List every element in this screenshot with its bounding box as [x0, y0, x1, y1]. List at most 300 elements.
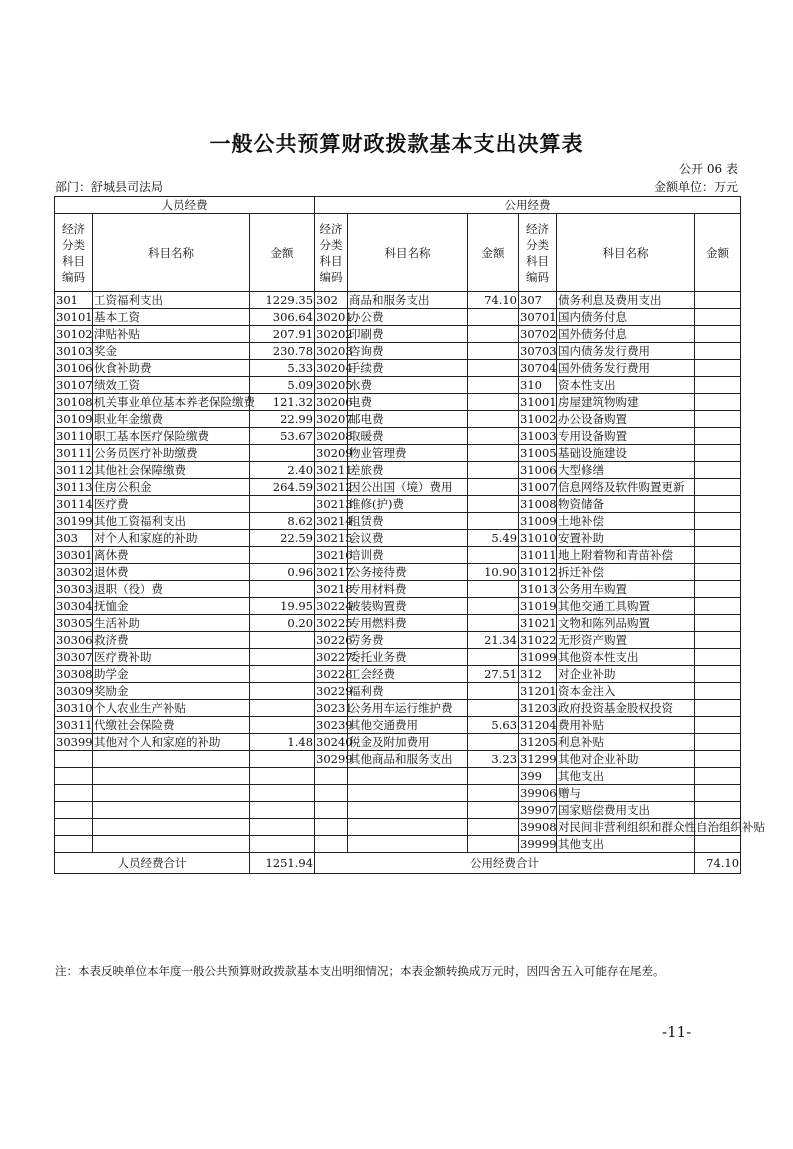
- cell-code: 31099: [520, 650, 557, 664]
- cell-name: [348, 785, 468, 802]
- cell-code: 30110: [56, 429, 93, 443]
- cell-name: 其他社会保障缴费: [93, 462, 250, 479]
- cell-code: 31001: [520, 395, 557, 409]
- cell-name: 其他对企业补助: [557, 751, 695, 768]
- cell-code: 31201: [520, 684, 557, 698]
- cell-code: 30399: [56, 735, 93, 749]
- cell-name: [93, 836, 250, 853]
- cell-amount: [695, 751, 741, 768]
- cell-amount: 5.33: [250, 360, 315, 377]
- cell-code: 30111: [56, 446, 93, 460]
- cell-name: 土地补偿: [557, 513, 695, 530]
- cell-amount: [695, 462, 741, 479]
- cell-name: 抚恤金: [93, 598, 250, 615]
- cell-code: 399: [519, 768, 557, 785]
- cell-code: 31204: [520, 718, 557, 732]
- name-header: 科目名称: [557, 214, 695, 292]
- cell-code: 30204: [316, 361, 353, 375]
- cell-code: 30112: [56, 463, 93, 477]
- cell-name: 培训费: [348, 547, 468, 564]
- cell-name: [348, 802, 468, 819]
- cell-name: 无形资产购置: [557, 632, 695, 649]
- cell-amount: [468, 377, 519, 394]
- table-row: [55, 666, 741, 683]
- cell-amount: [468, 411, 519, 428]
- cell-code: 39908: [520, 820, 557, 834]
- cell-amount: [695, 615, 741, 632]
- cell-amount: [695, 326, 741, 343]
- cell-name: 其他交通费用: [348, 717, 468, 734]
- cell-amount: [695, 530, 741, 547]
- cell-name: 债务利息及费用支出: [557, 292, 695, 309]
- cell-code: 31299: [520, 752, 557, 766]
- cell-amount: [468, 479, 519, 496]
- cell-name: [348, 836, 468, 853]
- cell-amount: [468, 649, 519, 666]
- cell-code: 30208: [316, 429, 353, 443]
- cell-amount: [250, 581, 315, 598]
- cell-code: 39907: [520, 803, 557, 817]
- cell-amount: [695, 598, 741, 615]
- cell-amount: 3.23: [468, 751, 519, 768]
- cell-amount: [468, 734, 519, 751]
- cell-name: 基本工资: [93, 309, 250, 326]
- name-header: 科目名称: [93, 214, 250, 292]
- cell-code: 30114: [56, 497, 93, 511]
- cell-amount: [468, 700, 519, 717]
- cell-name: 税金及附加费用: [348, 734, 468, 751]
- cell-amount: [695, 734, 741, 751]
- cell-amount: 1229.35: [250, 292, 315, 309]
- personnel-total-amount: 1251.94: [250, 853, 315, 874]
- cell-name: 大型修缮: [557, 462, 695, 479]
- cell-name: 职工基本医疗保险缴费: [93, 428, 250, 445]
- cell-amount: [695, 683, 741, 700]
- cell-code: 30214: [316, 514, 353, 528]
- personnel-total-label: 人员经费合计: [55, 853, 250, 874]
- table-row: [55, 615, 741, 632]
- cell-code: 31011: [520, 548, 557, 562]
- cell-amount: 74.10: [468, 292, 519, 309]
- cell-code: 30308: [56, 667, 93, 681]
- cell-amount: [250, 802, 315, 819]
- cell-amount: [250, 496, 315, 513]
- cell-name: 绩效工资: [93, 377, 250, 394]
- cell-amount: [695, 836, 741, 853]
- cell-code: 30216: [316, 548, 353, 562]
- cell-code: 30231: [316, 701, 353, 715]
- table-row: [55, 598, 741, 615]
- cell-amount: [695, 802, 741, 819]
- cell-amount: 5.09: [250, 377, 315, 394]
- cell-name: 对企业补助: [557, 666, 695, 683]
- cell-amount: [468, 360, 519, 377]
- cell-amount: [695, 360, 741, 377]
- cell-amount: [250, 632, 315, 649]
- cell-amount: 21.34: [468, 632, 519, 649]
- cell-amount: [695, 649, 741, 666]
- cell-code: [55, 819, 93, 836]
- amount-header: 金额: [250, 214, 315, 292]
- cell-code: 30304: [56, 599, 93, 613]
- cell-code: 30201: [316, 310, 353, 324]
- cell-amount: 2.40: [250, 462, 315, 479]
- cell-amount: 10.90: [468, 564, 519, 581]
- cell-code: 30108: [56, 395, 93, 409]
- cell-code: 30199: [56, 514, 93, 528]
- cell-code: [55, 768, 93, 785]
- cell-amount: 121.32: [250, 394, 315, 411]
- cell-code: 30206: [316, 395, 353, 409]
- cell-code: 31008: [520, 497, 557, 511]
- cell-name: 会议费: [348, 530, 468, 547]
- cell-name: 其他工资福利支出: [93, 513, 250, 530]
- cell-code: 31022: [520, 633, 557, 647]
- cell-amount: [250, 768, 315, 785]
- cell-code: 39906: [520, 786, 557, 800]
- cell-code: [55, 836, 93, 853]
- cell-code: 30228: [316, 667, 353, 681]
- cell-code: 30211: [316, 463, 353, 477]
- cell-name: 奖励金: [93, 683, 250, 700]
- cell-name: 租赁费: [348, 513, 468, 530]
- table-row: [55, 581, 741, 598]
- cell-code: 30102: [56, 327, 93, 341]
- cell-name: 印刷费: [348, 326, 468, 343]
- code-header: 经济 分类 科目 编码: [315, 214, 348, 292]
- cell-amount: [468, 326, 519, 343]
- cell-amount: [695, 547, 741, 564]
- cell-name: 退职（役）费: [93, 581, 250, 598]
- cell-code: 30207: [316, 412, 353, 426]
- cell-name: 其他支出: [557, 768, 695, 785]
- cell-code: 31012: [520, 565, 557, 579]
- cell-name: 公务员医疗补助缴费: [93, 445, 250, 462]
- cell-code: 30309: [56, 684, 93, 698]
- cell-amount: [468, 343, 519, 360]
- cell-name: 手续费: [348, 360, 468, 377]
- totals-row: [55, 853, 741, 874]
- cell-name: 对个人和家庭的补助: [93, 530, 250, 547]
- cell-amount: [468, 802, 519, 819]
- cell-amount: [250, 683, 315, 700]
- cell-code: 30702: [520, 327, 557, 341]
- table-row: [55, 377, 741, 394]
- cell-name: 基础设施建设: [557, 445, 695, 462]
- cell-code: 30209: [316, 446, 353, 460]
- cell-name: 其他资本性支出: [557, 649, 695, 666]
- expenditure-table: [54, 196, 766, 874]
- cell-amount: [468, 496, 519, 513]
- cell-amount: [695, 513, 741, 530]
- cell-amount: [695, 581, 741, 598]
- cell-name: [348, 768, 468, 785]
- cell-amount: [468, 683, 519, 700]
- cell-name: 公务用车购置: [557, 581, 695, 598]
- cell-code: 30310: [56, 701, 93, 715]
- table-row: [55, 632, 741, 649]
- table-row: [55, 326, 741, 343]
- cell-code: 302: [315, 292, 348, 309]
- cell-code: [55, 785, 93, 802]
- cell-name: 电费: [348, 394, 468, 411]
- cell-name: 地上附着物和青苗补偿: [557, 547, 695, 564]
- cell-amount: [695, 700, 741, 717]
- cell-amount: [250, 717, 315, 734]
- cell-name: 津贴补贴: [93, 326, 250, 343]
- cell-code: 30109: [56, 412, 93, 426]
- cell-name: 取暖费: [348, 428, 468, 445]
- cell-amount: [468, 462, 519, 479]
- cell-amount: [250, 547, 315, 564]
- table-body: [55, 292, 766, 853]
- cell-code: 31003: [520, 429, 557, 443]
- cell-name: 安置补助: [557, 530, 695, 547]
- cell-name: 商品和服务支出: [348, 292, 468, 309]
- cell-amount: [695, 343, 741, 360]
- amount-header: 金额: [468, 214, 519, 292]
- cell-amount: [250, 785, 315, 802]
- cell-amount: [468, 581, 519, 598]
- amount-header: 金额: [695, 214, 741, 292]
- cell-amount: 22.99: [250, 411, 315, 428]
- cell-name: 资本金注入: [557, 683, 695, 700]
- cell-amount: [695, 496, 741, 513]
- cell-code: 30217: [316, 565, 353, 579]
- cell-amount: [695, 411, 741, 428]
- cell-code: 30240: [316, 735, 353, 749]
- cell-amount: 53.67: [250, 428, 315, 445]
- cell-name: 费用补贴: [557, 717, 695, 734]
- cell-name: 公务用车运行维护费: [348, 700, 468, 717]
- cell-amount: [695, 717, 741, 734]
- cell-name: 离休费: [93, 547, 250, 564]
- cell-amount: [695, 768, 741, 785]
- table-row: [55, 819, 741, 836]
- cell-name: 伙食补助费: [93, 360, 250, 377]
- cell-amount: [468, 513, 519, 530]
- cell-amount: [250, 836, 315, 853]
- cell-code: [315, 819, 348, 836]
- cell-name: 专用燃料费: [348, 615, 468, 632]
- cell-name: [93, 768, 250, 785]
- cell-name: 机关事业单位基本养老保险缴费: [94, 395, 255, 409]
- table-row: [55, 751, 741, 768]
- cell-code: [315, 802, 348, 819]
- cell-amount: [250, 819, 315, 836]
- cell-code: 30215: [316, 531, 353, 545]
- table-row: [55, 768, 741, 785]
- cell-amount: 5.49: [468, 530, 519, 547]
- cell-name: 工会经费: [348, 666, 468, 683]
- cell-code: 30218: [316, 582, 353, 596]
- table-row: [55, 564, 741, 581]
- cell-name: 医疗费补助: [93, 649, 250, 666]
- cell-code: 30212: [316, 480, 353, 494]
- cell-name: 资本性支出: [557, 377, 695, 394]
- cell-name: 国内债务发行费用: [557, 343, 695, 360]
- cell-amount: 207.91: [250, 326, 315, 343]
- table-row: [55, 734, 741, 751]
- cell-amount: [250, 751, 315, 768]
- cell-name: 物业管理费: [348, 445, 468, 462]
- cell-code: 301: [55, 292, 93, 309]
- cell-code: 312: [519, 666, 557, 683]
- cell-name: 办公设备购置: [557, 411, 695, 428]
- cell-code: 30103: [56, 344, 93, 358]
- cell-name: 利息补贴: [557, 734, 695, 751]
- cell-name: 物资储备: [557, 496, 695, 513]
- cell-amount: 306.64: [250, 309, 315, 326]
- cell-amount: [695, 479, 741, 496]
- cell-code: 30113: [56, 480, 93, 494]
- table-row: [55, 649, 741, 666]
- cell-name: [93, 802, 250, 819]
- cell-code: 31009: [520, 514, 557, 528]
- cell-code: [55, 802, 93, 819]
- table-row: [55, 513, 741, 530]
- cell-name: [93, 819, 250, 836]
- table-row: [55, 802, 741, 819]
- cell-amount: [250, 700, 315, 717]
- cell-code: 30213: [316, 497, 353, 511]
- cell-amount: [695, 394, 741, 411]
- table-row: [55, 496, 741, 513]
- cell-name: 其他对个人和家庭的补助: [93, 734, 250, 751]
- cell-code: 30302: [56, 565, 93, 579]
- cell-amount: [695, 632, 741, 649]
- cell-name: 奖金: [93, 343, 250, 360]
- cell-name: 拆迁补偿: [557, 564, 695, 581]
- cell-name: 国外债务发行费用: [557, 360, 695, 377]
- table-row: [55, 411, 741, 428]
- cell-code: 30306: [56, 633, 93, 647]
- cell-amount: [695, 785, 741, 802]
- table-row: [55, 836, 741, 853]
- cell-name: 水费: [348, 377, 468, 394]
- cell-amount: [468, 445, 519, 462]
- cell-code: 30701: [520, 310, 557, 324]
- public-total-label: 公用经费合计: [315, 853, 695, 874]
- table-row: [55, 717, 741, 734]
- cell-name: [348, 819, 468, 836]
- cell-name: 赠与: [557, 785, 695, 802]
- cell-code: 31007: [520, 480, 557, 494]
- cell-code: 31019: [520, 599, 557, 613]
- cell-name: 工资福利支出: [93, 292, 250, 309]
- cell-amount: [468, 819, 519, 836]
- public-total-amount: 74.10: [695, 853, 741, 874]
- cell-name: [93, 785, 250, 802]
- cell-amount: [468, 785, 519, 802]
- cell-amount: 19.95: [250, 598, 315, 615]
- cell-code: 307: [519, 292, 557, 309]
- cell-code: 39999: [520, 837, 557, 851]
- cell-name: 委托业务费: [348, 649, 468, 666]
- code-header: 经济 分类 科目 编码: [55, 214, 93, 292]
- cell-name: 职业年金缴费: [93, 411, 250, 428]
- cell-name: 咨询费: [348, 343, 468, 360]
- table-row: [55, 462, 741, 479]
- cell-name: 因公出国（境）费用: [348, 479, 468, 496]
- cell-code: 30301: [56, 548, 93, 562]
- cell-name: 其他交通工具购置: [557, 598, 695, 615]
- cell-amount: 8.62: [250, 513, 315, 530]
- table-row: [55, 428, 741, 445]
- cell-code: [315, 836, 348, 853]
- table-row: [55, 479, 741, 496]
- cell-amount: [468, 547, 519, 564]
- cell-name: 房屋建筑物购建: [557, 394, 695, 411]
- table-row: [55, 445, 741, 462]
- cell-name: 信息网络及软件购置更新: [557, 479, 695, 496]
- page-title: 一般公共预算财政拨款基本支出决算表: [209, 131, 584, 156]
- cell-name: 助学金: [93, 666, 250, 683]
- cell-name: 国内债务付息: [557, 309, 695, 326]
- cell-amount: 264.59: [250, 479, 315, 496]
- cell-code: 31021: [520, 616, 557, 630]
- cell-code: 31002: [520, 412, 557, 426]
- cell-code: 30239: [316, 718, 353, 732]
- cell-name: 其他支出: [557, 836, 695, 853]
- cell-amount: [250, 649, 315, 666]
- cell-code: 30203: [316, 344, 353, 358]
- cell-code: 30229: [316, 684, 353, 698]
- cell-amount: [468, 768, 519, 785]
- cell-amount: 22.59: [250, 530, 315, 547]
- cell-code: [55, 751, 93, 768]
- cell-code: 30205: [316, 378, 353, 392]
- cell-name: 其他商品和服务支出: [348, 751, 468, 768]
- cell-code: 30307: [56, 650, 93, 664]
- table-row: [55, 360, 741, 377]
- cell-amount: [695, 428, 741, 445]
- table-row: [55, 292, 741, 309]
- cell-amount: [695, 564, 741, 581]
- cell-name: 文物和陈列品购置: [557, 615, 695, 632]
- cell-code: 30106: [56, 361, 93, 375]
- cell-name: 维修(护)费: [348, 496, 468, 513]
- cell-amount: [468, 394, 519, 411]
- cell-amount: 0.96: [250, 564, 315, 581]
- cell-code: 30703: [520, 344, 557, 358]
- cell-name: 国家赔偿费用支出: [557, 802, 695, 819]
- cell-code: 30227: [316, 650, 353, 664]
- cell-code: 31203: [520, 701, 557, 715]
- cell-amount: [695, 377, 741, 394]
- cell-name: 福利费: [348, 683, 468, 700]
- cell-code: 31010: [520, 531, 557, 545]
- cell-name: [93, 751, 250, 768]
- cell-code: 30107: [56, 378, 93, 392]
- code-header: 经济 分类 科目 编码: [519, 214, 557, 292]
- name-header: 科目名称: [348, 214, 468, 292]
- cell-code: 31005: [520, 446, 557, 460]
- cell-amount: [468, 598, 519, 615]
- cell-amount: [468, 428, 519, 445]
- footnote: 注：本表反映单位本年度一般公共预算财政拨款基本支出明细情况；本表金额转换成万元时，因四舍五入可能存在尾差。: [55, 964, 665, 978]
- cell-code: 30311: [56, 718, 93, 732]
- table-row: [55, 683, 741, 700]
- cell-name: 退休费: [93, 564, 250, 581]
- cell-name: 代缴社会保险费: [93, 717, 250, 734]
- table-row: [55, 309, 741, 326]
- cell-code: 31013: [520, 582, 557, 596]
- table-row: [55, 700, 741, 717]
- cell-amount: 0.20: [250, 615, 315, 632]
- department-label: 部门：舒城县司法局: [55, 180, 164, 194]
- cell-name: 专用材料费: [348, 581, 468, 598]
